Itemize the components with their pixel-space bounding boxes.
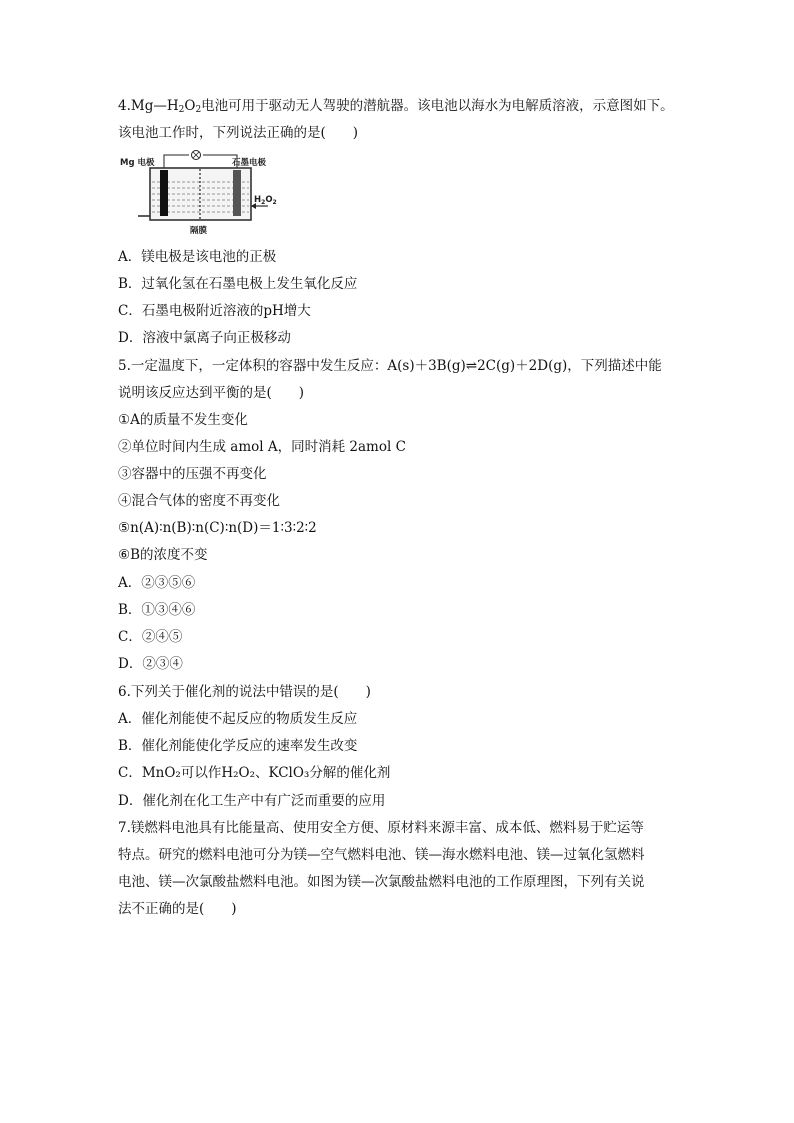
q4-stem-line1: $4.Mg—H_2O_2$电池可用于驱动无人驾驶的潜航器。该电池以海水为电解质溶液，示意图如下。 — [118, 98, 674, 115]
q5-item-6: ⑥B的浓度不变 — [118, 547, 208, 563]
mg-h2o2-battery-diagram — [118, 148, 293, 236]
q5-stem-line1: 5.一定温度下，一定体积的容器中发生反应：A(s)＋3B(g)⇌2C(g)＋2D(g)，下列描述中能 — [118, 358, 662, 374]
label-membrane: 隔膜 — [190, 226, 208, 236]
q4-stem-line2: 该电池工作时，下列说法正确的是( ) — [118, 125, 359, 141]
q6-option-a: A．催化剂能使不起反应的物质发生反应 — [118, 711, 358, 727]
q7-stem-line4: 法不正确的是( ) — [118, 901, 237, 917]
q5-option-c: C．②④⑤ — [118, 629, 183, 645]
graphite-electrode — [233, 170, 241, 216]
q7-stem-line1: 7.镁燃料电池具有比能量高、使用安全方便、原材料来源丰富、成本低、燃料易于贮运等 — [118, 820, 644, 836]
q5-item-1: ①A的质量不发生变化 — [118, 412, 248, 428]
q5-item-4: ④混合气体的密度不再变化 — [118, 493, 280, 509]
q7-stem-line2: 特点。研究的燃料电池可分为镁—空气燃料电池、镁—海水燃料电池、镁—过氧化氢燃料 — [118, 847, 645, 863]
q5-stem-line2: 说明该反应达到平衡的是( ) — [118, 385, 305, 401]
label-mg-electrode: Mg 电极 — [120, 158, 155, 168]
label-graphite-electrode: 石墨电极 — [232, 158, 267, 168]
q5-item-3: ③容器中的压强不再变化 — [118, 466, 267, 482]
q6-option-b: B．催化剂能使化学反应的速率发生改变 — [118, 738, 358, 754]
q6-stem: 6.下列关于催化剂的说法中错误的是( ) — [118, 684, 371, 700]
q6-option-c: C．MnO₂可以作H₂O₂、KClO₃分解的催化剂 — [118, 765, 391, 781]
q5-option-d: D．②③④ — [118, 656, 183, 672]
q5-option-a: A．②③⑤⑥ — [118, 575, 196, 591]
q6-option-d: D．催化剂在化工生产中有广泛而重要的应用 — [118, 793, 386, 809]
q4-option-a: A．镁电极是该电池的正极 — [118, 249, 277, 265]
q7-stem-line3: 电池、镁—次氯酸盐燃料电池。如图为镁—次氯酸盐燃料电池的工作原理图，下列有关说 — [118, 874, 645, 890]
q4-option-c: C．石墨电极附近溶液的pH增大 — [118, 303, 311, 319]
q5-option-b: B．①③④⑥ — [118, 602, 196, 618]
label-h2o2: $H_2O_2$ — [254, 195, 277, 206]
q4-option-d: D．溶液中氯离子向正极移动 — [118, 330, 291, 346]
q5-item-2: ②单位时间内生成 amol A，同时消耗 2amol C — [118, 439, 406, 455]
q5-item-5: ⑤n(A)∶n(B)∶n(C)∶n(D)＝1∶3∶2∶2 — [118, 520, 317, 536]
mg-electrode — [160, 170, 168, 216]
q4-option-b: B．过氧化氢在石墨电极上发生氧化反应 — [118, 276, 358, 292]
